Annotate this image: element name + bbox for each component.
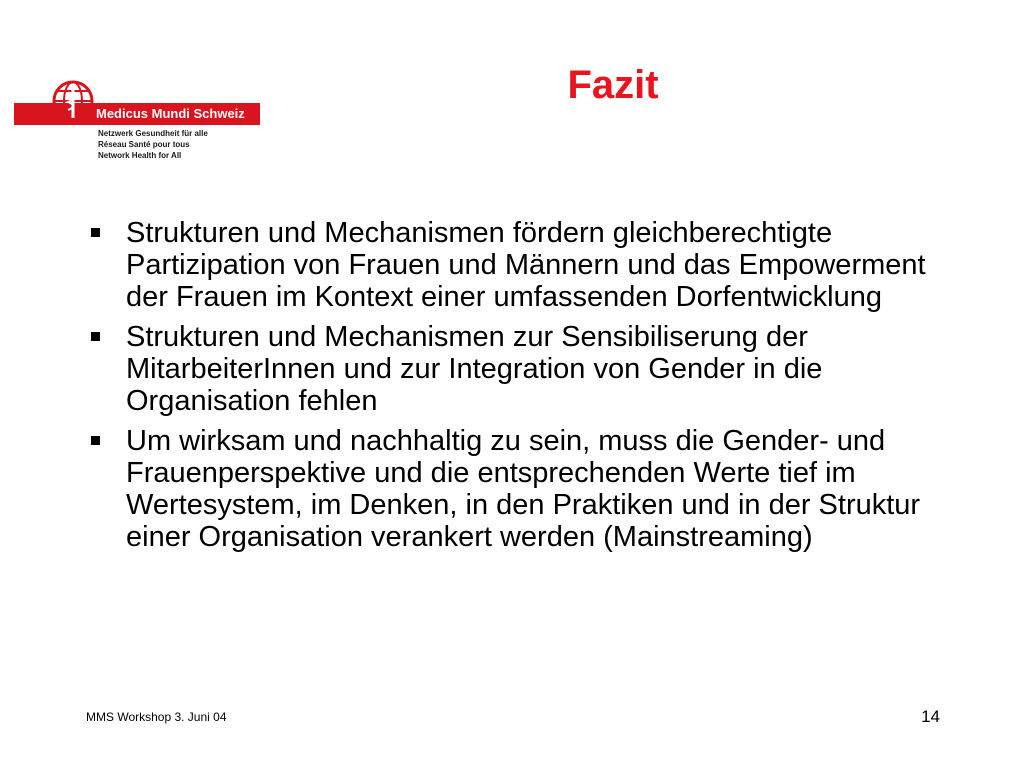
bullet-item [86,321,946,417]
logo-tagline-fr: Réseau Santé pour tous [98,140,190,149]
footer-event-label: MMS Workshop 3. Juni 04 [86,710,227,724]
logo-tagline-de: Netzwerk Gesundheit für alle [98,129,208,138]
square-bullet-icon [91,332,100,341]
bullet-text: Strukturen und Mechanismen fördern gleichberechtigte Partizipation von Frauen und Männern und das Empowerment der Frauen im Kontext einer umfassenden Dorfentwicklung [126,217,926,313]
logo-tagline-en: Network Health for All [98,151,182,160]
medicus-mundi-logo [14,76,260,158]
bullet-item [86,425,946,553]
globe-caduceus-icon [52,80,94,122]
slide-title: Fazit [567,63,659,107]
logo-name: Medicus Mundi Schweiz [96,106,245,121]
bullet-text: Um wirksam und nachhaltig zu sein, muss die Gender- und Frauenperspektive und die entsprechenden Werte tief im Wertesystem, im Denken, in den Praktiken und in der Struktur einer Organisation verankert werden (Mainstreaming) [126,425,921,553]
square-bullet-icon [91,436,100,445]
bullet-text: Strukturen und Mechanismen zur Sensibiliserung der MitarbeiterInnen und zur Integration von Gender in die Organisation fehlen [126,321,823,417]
bullet-item [86,217,946,313]
bullet-list [86,217,946,561]
square-bullet-icon [91,228,100,237]
page-number: 14 [921,707,940,726]
